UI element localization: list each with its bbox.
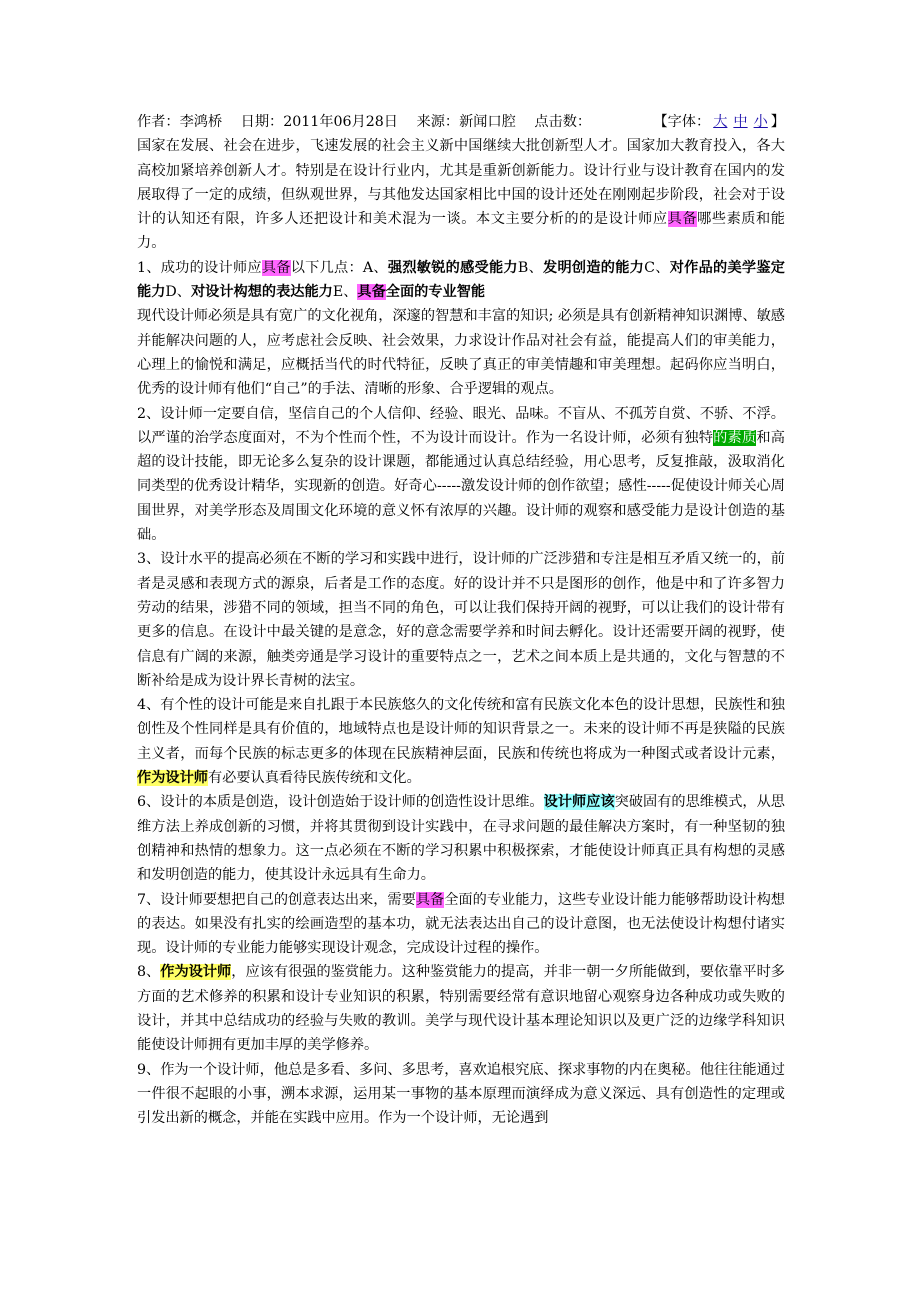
point-7-text: 7、设计师要想把自己的创意表达出来，需要 [137, 891, 416, 908]
point-4-text: 4、有个性的设计可能是来自扎跟于本民族悠久的文化传统和富有民族文化本色的设计思想，民族性和独创性及个性同样是具有价值的，地域特点也是设计师的知识背景之一。未来的设计师不再是狭隘的民族主义者，而每个民族的标志更多的体现在民族精神层面，民族和传统也将成为一种图式或者设计元素， [137, 697, 785, 762]
highlight-keyword: 具备 [415, 891, 445, 908]
article-body [137, 110, 785, 1130]
highlight-keyword: 作为设计师 [137, 770, 208, 787]
point-1-text: E、 [332, 284, 358, 301]
point-1-text: C、 [644, 259, 670, 276]
ability-item: 发明创造的能力 [543, 259, 645, 276]
intro-text: 国家在发展、社会在进步，飞速发展的社会主义新中国继续大批创新型人才。国家加大教育投入，各大高校加紧培养创新人才。特别是在设计行业内，尤其是重新创新能力。设计行业与设计教育在国内的发展取得了一定的成绩，但纵观世界，与其他发达国家相比中国的设计还处在刚刚起步阶段，社会对于设计的认知还有限，许多人还把设计和美术混为一谈。本文主要分析的的是设计师应 [137, 138, 785, 228]
point-1-detail-paragraph: 现代设计师必须是具有宽广的文化视角，深邃的智慧和丰富的知识; 必须是具有创新精神知识渊博、敏感并能解决问题的人，应考虑社会反映、社会效果，力求设计作品对社会有益，能提高人们的审美能力，心理上的愉悦和满足，应概括当代的时代特征，反映了真正的审美情趣和审美理想。起码你应当明白，优秀的设计师有他们“自己”的手法、清晰的形象、合乎逻辑的观点。 [137, 308, 785, 398]
point-1-paragraph [137, 256, 785, 305]
intro-text-end: 哪些素质和能力。 [137, 211, 785, 252]
point-1-text: 以下几点：A、 [290, 259, 388, 276]
font-large-link[interactable]: 大 [713, 114, 728, 130]
highlight-keyword: 作为设计师 [160, 964, 232, 981]
font-medium-link[interactable]: 中 [733, 114, 748, 130]
highlight-keyword: 具备 [667, 211, 698, 228]
highlight-keyword: 具备 [261, 259, 291, 276]
ability-item: 强烈敏锐的感受能力 [387, 259, 518, 276]
publish-date: 日期：2011年06月28日 [240, 114, 398, 130]
highlight-keyword: 设计师应该 [543, 794, 615, 811]
point-4-text: 有必要认真看待民族传统和文化。 [207, 770, 421, 787]
point-6-text: 突破固有的思维模式，从思维方法上养成创新的习惯，并将其贯彻到设计实践中，在寻求问题的最佳解决方案时，有一种坚韧的独创精神和热情的想象力。这一点必须在不断的学习积累中积极探索，才能使设计师真正具有构想的灵感和发明创造的能力，使其设计永远具有生命力。 [137, 794, 785, 884]
font-size-switcher [653, 110, 785, 134]
font-small-link[interactable]: 小 [753, 114, 768, 130]
source: 来源：新闻口腔 [416, 114, 516, 130]
point-4-paragraph [137, 693, 785, 790]
ability-item: 对作品的美学鉴定能力 [137, 259, 785, 301]
point-7-paragraph [137, 888, 785, 961]
point-6-paragraph [137, 790, 785, 887]
font-size-bracket: 】 [770, 114, 785, 130]
point-2-text: 2、设计师一定要自信，坚信自己的个人信仰、经验、眼光、品味。不盲从、不孤芳自赏、不骄、不浮。以严谨的治学态度面对，不为个性而个性，不为设计而设计。作为一名设计师，必须有独特 [137, 405, 785, 446]
point-2-paragraph [137, 402, 785, 548]
point-8-text: 8、 [137, 964, 161, 981]
click-count-label: 点击数： [534, 114, 592, 130]
point-1-text: D、 [165, 284, 191, 301]
point-1-text: B、 [517, 259, 544, 276]
ability-item: 对设计构想的表达能力 [190, 284, 333, 301]
ability-item: 全面的专业智能 [385, 284, 486, 301]
font-size-label: 【字体： [653, 114, 711, 130]
author: 作者：李鸿桥 [137, 114, 223, 130]
point-1-text: 1、成功的设计师应 [137, 259, 262, 276]
intro-paragraph [137, 134, 785, 255]
point-8-text: ，应该有很强的鉴赏能力。这种鉴赏能力的提高，并非一朝一夕所能做到，要依靠平时多方面的艺术修养的积累和设计专业知识的积累，特别需要经常有意识地留心观察身边各种成功或失败的设计，并其中总结成功的经验与失败的教训。美学与现代设计基本理论知识以及更广泛的边缘学科知识能使设计师拥有更加丰厚的美学修养。 [137, 964, 785, 1054]
article-meta [137, 110, 785, 134]
point-2-text: 和高超的设计技能，即无论多么复杂的设计课题，都能通过认真总结经验，用心思考，反复推敲，汲取消化同类型的优秀设计精华，实现新的创造。好奇心-----激发设计师的创作欲望；感性-----促使设计师关心周围世界，对美学形态及周围文化环境的意义怀有浓厚的兴趣。设计师的观察和感受能力是设计创造的基础。 [137, 429, 785, 544]
point-7-text: 全面的专业能力，这些专业设计能力能够帮助设计构想的表达。如果没有扎实的绘画造型的基本功，就无法表达出自己的设计意图，也无法使设计构想付诸实现。设计师的专业能力能够实现设计观念，完成设计过程的操作。 [137, 891, 785, 957]
point-3-paragraph: 3、设计水平的提高必须在不断的学习和实践中进行，设计师的广泛涉猎和专注是相互矛盾又统一的，前者是灵感和表现方式的源泉，后者是工作的态度。好的设计并不只是图形的创作，他是中和了许多智力劳动的结果，涉猎不同的领域，担当不同的角色，可以让我们保持开阔的视野，可以让我们的设计带有更多的信息。在设计中最关键的是意念，好的意念需要学养和时间去孵化。设计还需要开阔的视野，使信息有广阔的来源，触类旁通是学习设计的重要特点之一，艺术之间本质上是共通的，文化与智慧的不断补给是成为设计界长青树的法宝。 [137, 551, 785, 689]
point-8-paragraph [137, 960, 785, 1057]
highlight-keyword: 具备 [357, 284, 386, 301]
point-9-paragraph: 9、作为一个设计师，他总是多看、多问、多思考，喜欢追根究底、探求事物的内在奥秘。他往往能通过一件很不起眼的小事，溯本求源，运用某一事物的基本原理而演绎成为意义深远、具有创造性的定理或引发出新的概念，并能在实践中应用。作为一个设计师，无论遇到 [137, 1061, 785, 1127]
highlight-keyword: 的素质 [713, 429, 757, 446]
point-6-text: 6、设计的本质是创造，设计创造始于设计师的创造性设计思维。 [137, 794, 544, 811]
meta-info [137, 110, 591, 134]
